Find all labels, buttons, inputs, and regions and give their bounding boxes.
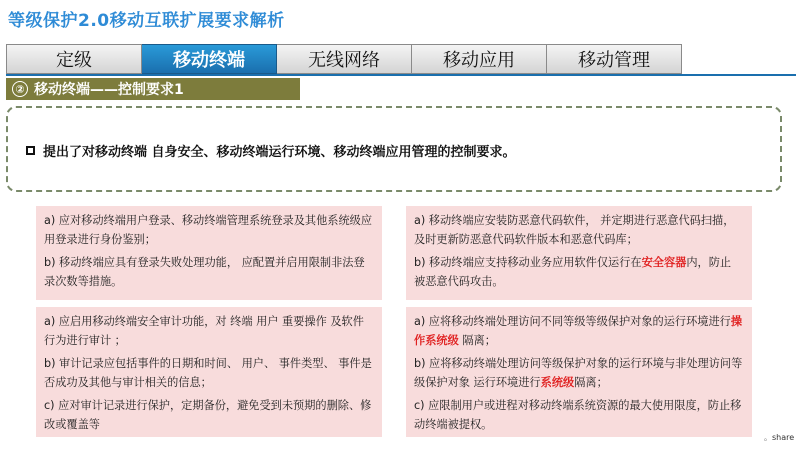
tab-wireless-network[interactable]: 无线网络	[277, 44, 412, 74]
summary-line	[26, 141, 516, 160]
card-item-c: c) 应限制用户或进程对移动终端系统资源的最大使用限度，防止移动终端被提权。	[414, 399, 742, 431]
card-item-a: a) 应将移动终端处理访问不同等级等级保护对象的运行环境进行操作系统级 隔离；	[414, 315, 743, 347]
card-item-c: c) 应对审计记录进行保护，定期备份，避免受到未预期的删除、修改或覆盖等	[44, 399, 372, 431]
tab-mobile-terminal[interactable]: 移动终端	[142, 44, 277, 74]
card-identity-authentication	[36, 206, 382, 300]
tab-mobile-management[interactable]: 移动管理	[547, 44, 682, 74]
section-header	[6, 78, 300, 100]
footer-note: 。share	[764, 433, 795, 442]
summary-text: 提出了对移动终端 自身安全、移动终端运行环境、移动终端应用管理的控制要求。	[43, 145, 516, 160]
section-title: 移动终端——控制要求1	[34, 82, 184, 98]
card-item-a: a) 应对移动终端用户登录、移动终端管理系统登录及其他系统级应用登录进行身份鉴别；	[44, 214, 373, 246]
card-environment-isolation	[406, 307, 752, 437]
card-item-b: b) 移动终端应具有登录失败处理功能， 应配置并启用限制非法登录次数等措施。	[44, 256, 365, 288]
highlight-system-level: 系统级	[540, 376, 575, 389]
tab-mobile-application[interactable]: 移动应用	[412, 44, 547, 74]
card-item-b: b) 审计记录应包括事件的日期和时间、 用户、 事件类型、 事件是否成功及其他与审计相关的信息；	[44, 357, 372, 389]
card-security-audit	[36, 307, 382, 437]
page-title: 等级保护2.0移动互联扩展要求解析	[8, 11, 285, 31]
header-divider	[6, 74, 796, 76]
highlight-secure-container: 安全容器	[641, 256, 687, 269]
section-number: ②	[12, 81, 28, 97]
card-malicious-code	[406, 206, 752, 300]
tab-grading[interactable]: 定级	[6, 44, 142, 74]
square-bullet-icon	[26, 146, 35, 155]
card-item-a: a) 应启用移动终端安全审计功能，对 终端 用户 重要操作 及软件行为进行审计 ；	[44, 315, 364, 347]
card-item-b: b) 应将移动终端处理访问等级保护对象的运行环境与非处理访问等级保护对象 运行环境进行系统级隔离；	[414, 357, 743, 389]
card-item-a: a) 移动终端应安装防恶意代码软件， 并定期进行恶意代码扫描，及时更新防恶意代码软件版本和恶意代码库；	[414, 214, 735, 246]
highlight-os-level: 操作系统级	[414, 315, 743, 347]
tab-bar	[6, 44, 682, 74]
card-item-b: b) 移动终端应支持移动业务应用软件仅运行在安全容器内，防止 被恶意代码攻击。	[414, 256, 732, 288]
